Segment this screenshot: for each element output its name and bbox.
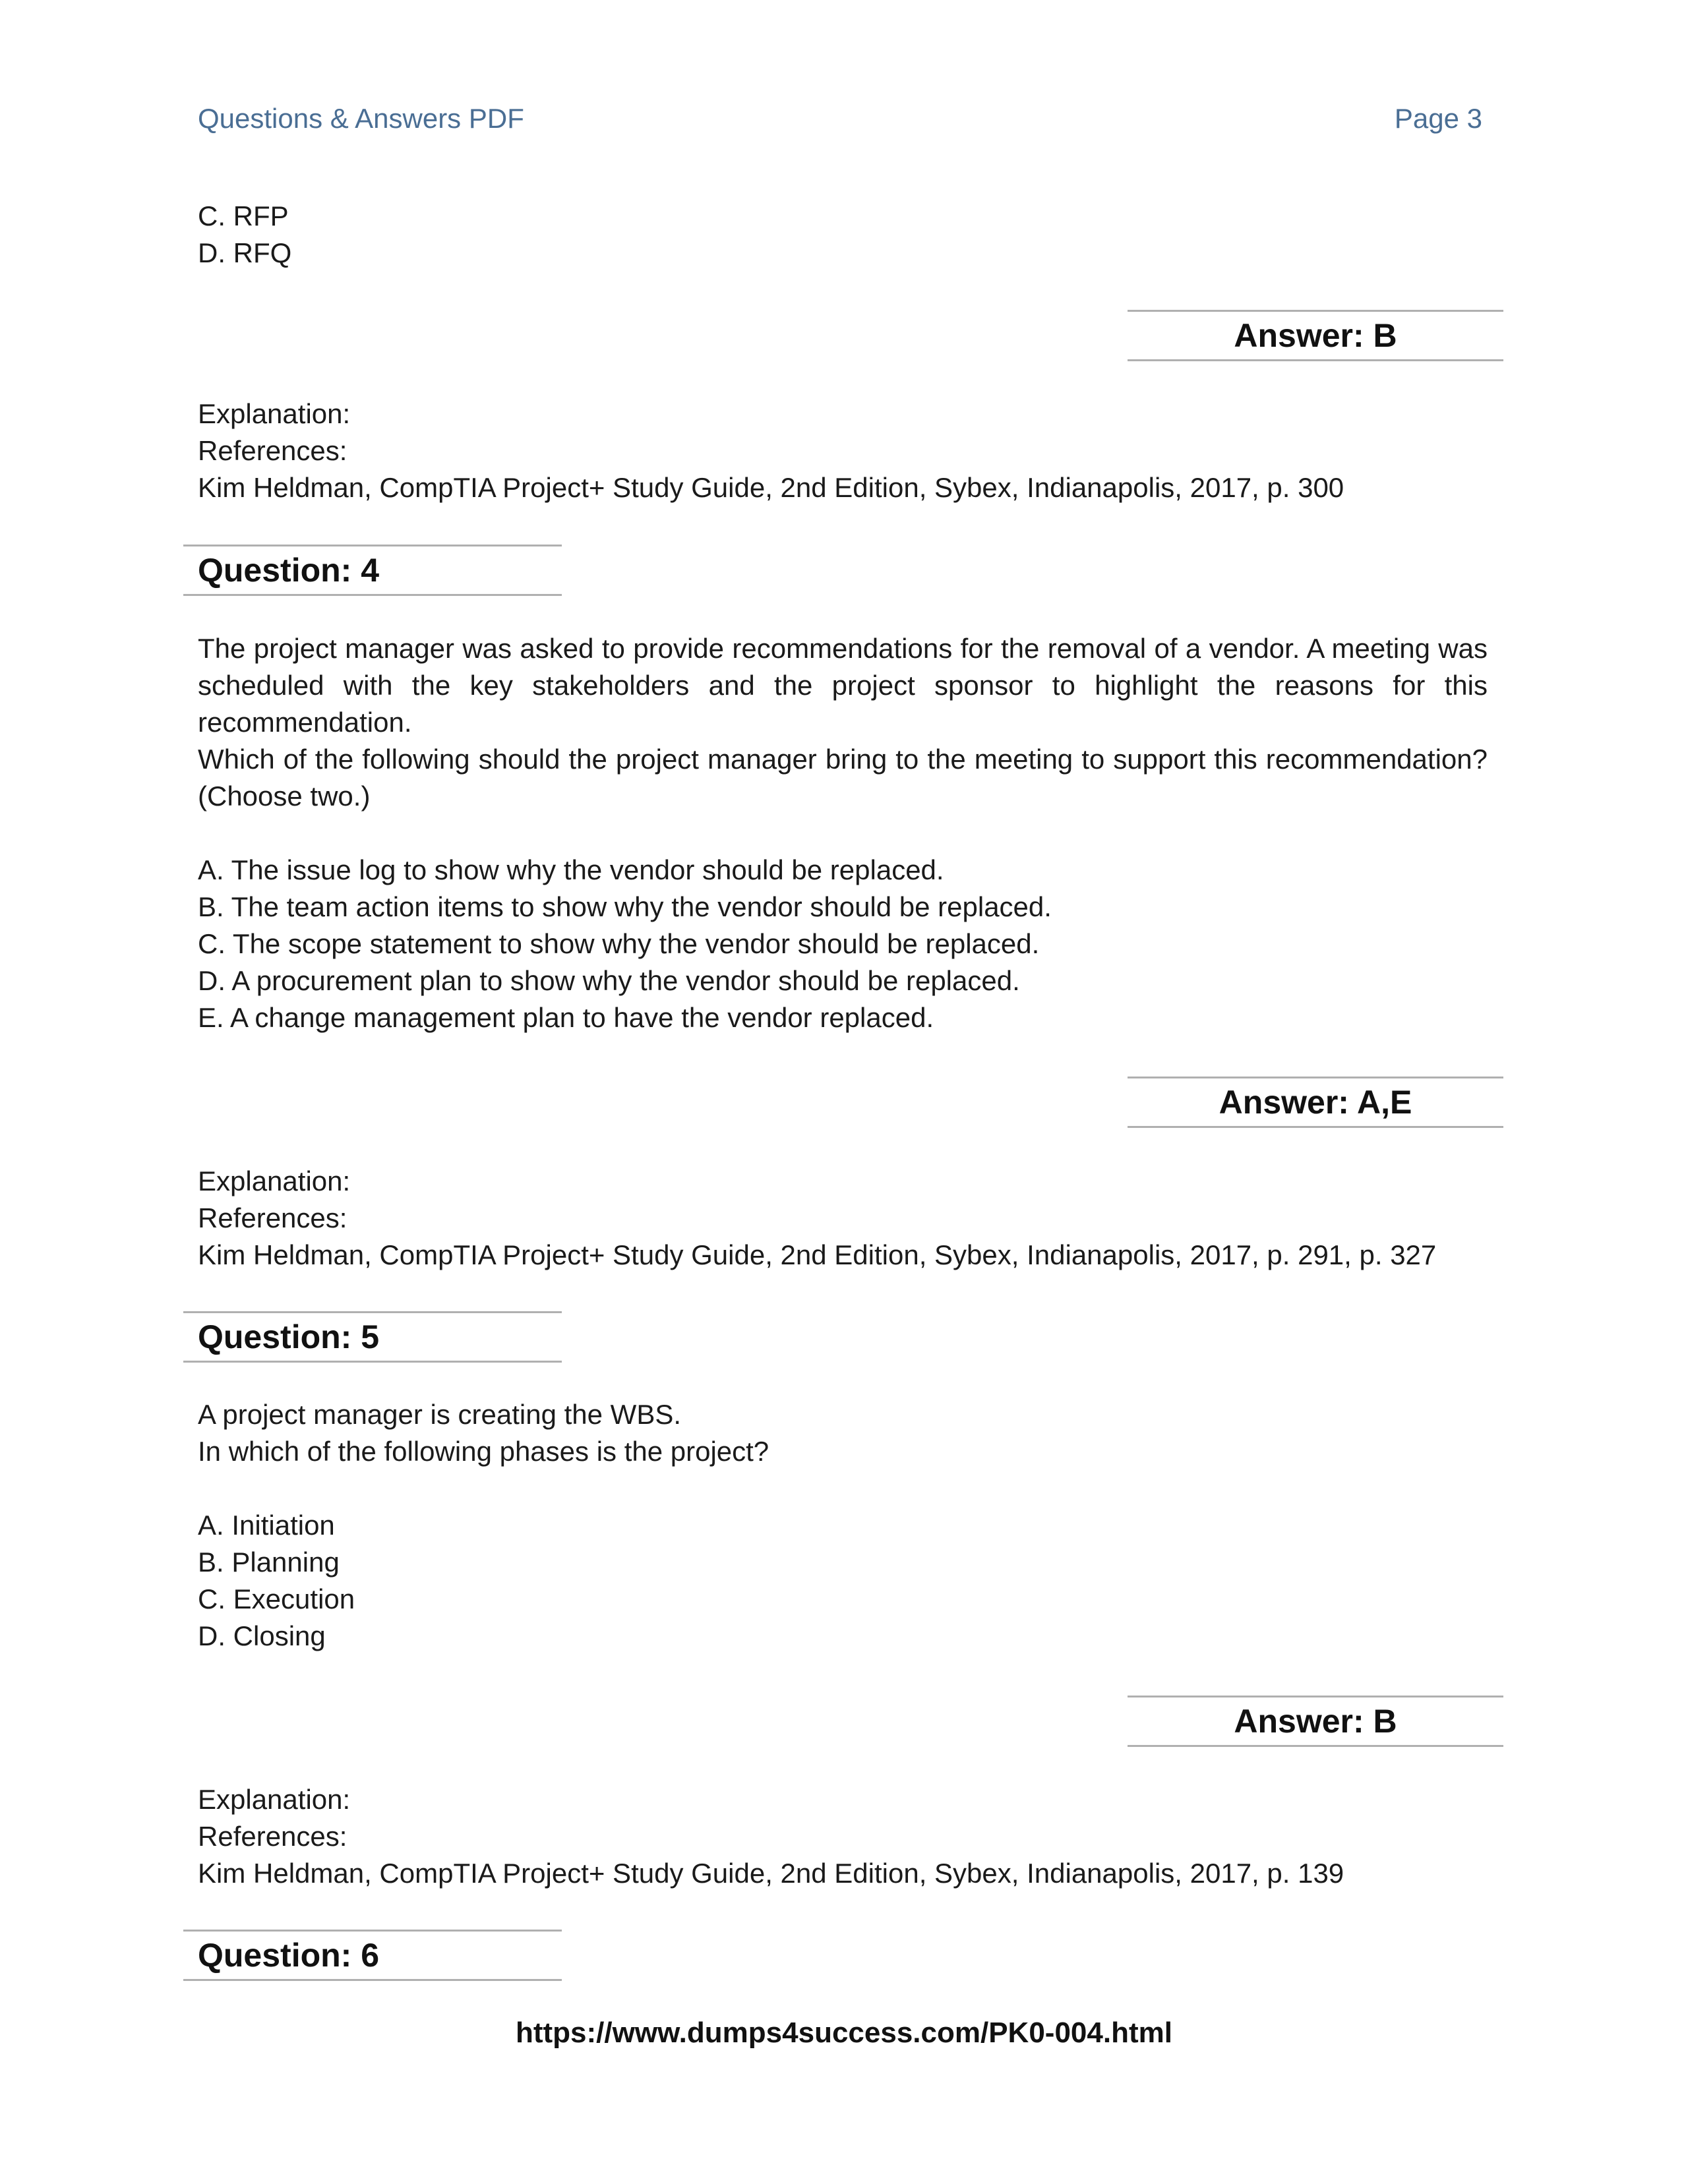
question-title: Question: 6 xyxy=(198,1937,380,1974)
option-d: D. RFQ xyxy=(198,237,292,268)
option-b: B. Planning xyxy=(198,1547,340,1578)
q3-options xyxy=(198,198,1488,272)
question-6-header xyxy=(183,1930,562,1981)
option-e: E. A change management plan to have the vendor replaced. xyxy=(198,1002,934,1033)
answer-box-q3 xyxy=(1128,310,1503,361)
q5-explanation xyxy=(198,1781,1488,1892)
question-paragraph-1: The project manager was asked to provide recommendations for the removal of a vendor. A meeting was scheduled with the key stakeholders and the project sponsor to highlight the reasons for this recommendation. xyxy=(198,633,1488,738)
reference-text: Kim Heldman, CompTIA Project+ Study Guide, 2nd Edition, Sybex, Indianapolis, 2017, p. 139 xyxy=(198,1858,1344,1889)
option-c: C. RFP xyxy=(198,200,289,231)
explanation-label: Explanation: xyxy=(198,398,351,429)
question-title: Question: 4 xyxy=(198,552,380,589)
header-title: Questions & Answers PDF xyxy=(198,103,524,134)
question-5-body xyxy=(198,1396,1488,1470)
option-c: C. The scope statement to show why the vendor should be replaced. xyxy=(198,928,1040,959)
references-label: References: xyxy=(198,1202,347,1233)
answer-text: Answer: B xyxy=(1234,317,1397,354)
option-b: B. The team action items to show why the vendor should be replaced. xyxy=(198,891,1052,922)
explanation-label: Explanation: xyxy=(198,1166,351,1196)
reference-text: Kim Heldman, CompTIA Project+ Study Guide, 2nd Edition, Sybex, Indianapolis, 2017, p. 300 xyxy=(198,472,1344,503)
question-title: Question: 5 xyxy=(198,1318,380,1355)
question-4-header xyxy=(183,545,562,596)
question-5-header xyxy=(183,1311,562,1363)
question-4-options xyxy=(198,852,1488,1036)
option-a: A. The issue log to show why the vendor should be replaced. xyxy=(198,854,944,885)
option-c: C. Execution xyxy=(198,1583,355,1614)
option-d: D. Closing xyxy=(198,1620,326,1651)
q3-explanation xyxy=(198,396,1488,506)
question-paragraph-2: Which of the following should the project manager bring to the meeting to support this recommendation? (Choose two.) xyxy=(198,744,1488,812)
answer-text: Answer: B xyxy=(1234,1703,1397,1740)
option-d: D. A procurement plan to show why the vendor should be replaced. xyxy=(198,965,1020,996)
q4-explanation xyxy=(198,1163,1488,1274)
answer-box-q4 xyxy=(1128,1077,1503,1128)
question-line-2: In which of the following phases is the project? xyxy=(198,1436,769,1467)
question-5-options xyxy=(198,1507,1488,1655)
footer-url[interactable]: https://www.dumps4success.com/PK0-004.html xyxy=(516,2017,1172,2049)
explanation-label: Explanation: xyxy=(198,1784,351,1815)
answer-box-q5 xyxy=(1128,1696,1503,1747)
page-number: Page 3 xyxy=(1394,103,1482,134)
reference-text: Kim Heldman, CompTIA Project+ Study Guide, 2nd Edition, Sybex, Indianapolis, 2017, p. 291, p. 327 xyxy=(198,1239,1437,1270)
option-a: A. Initiation xyxy=(198,1510,335,1541)
question-4-body xyxy=(198,630,1488,815)
answer-text: Answer: A,E xyxy=(1219,1084,1412,1121)
references-label: References: xyxy=(198,1821,347,1852)
question-line-1: A project manager is creating the WBS. xyxy=(198,1399,682,1430)
references-label: References: xyxy=(198,435,347,466)
